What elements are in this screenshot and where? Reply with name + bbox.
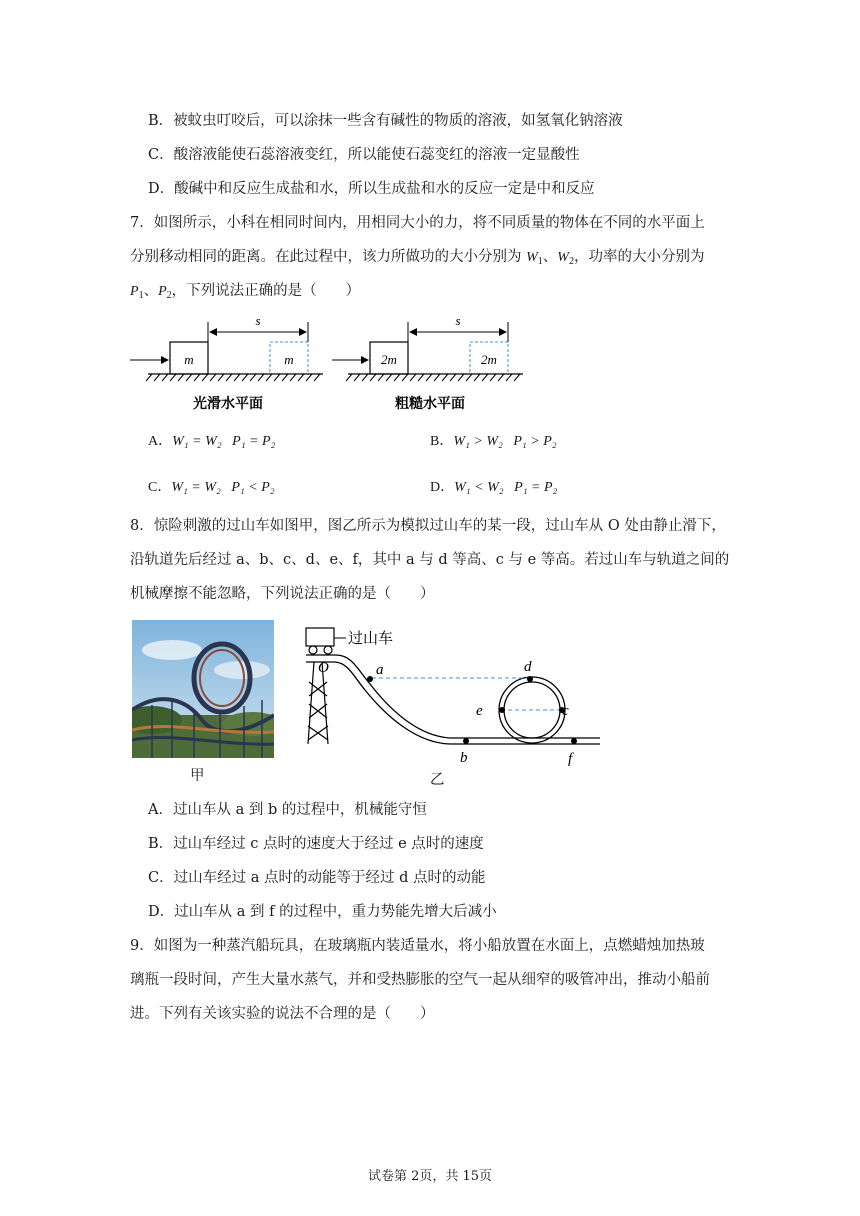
block-m-label: m — [184, 352, 194, 367]
figure-yi-caption: 乙 — [430, 772, 445, 788]
q9-stem-line2: 璃瓶一段时间，产生大量水蒸气，并和受热膨胀的空气一起从细窄的吸管冲出，推动小船前 — [130, 972, 710, 988]
distance-label-2: s — [455, 313, 461, 328]
q8-stem-line1: 8．惊险刺激的过山车如图甲，图乙所示为模拟过山车的某一段，过山车从 O 处由静止滑下， — [130, 518, 726, 534]
point-c-label: c — [562, 703, 569, 719]
q6-option-d: D．酸碱中和反应生成盐和水，所以生成盐和水的反应一定是中和反应 — [148, 181, 595, 197]
q7-figure — [128, 310, 528, 420]
q8-stem-line2: 沿轨道先后经过 a、b、c、d、e、f，其中 a 与 d 等高、c 与 e 等高。若过山车与轨道之间的 — [130, 552, 730, 568]
q8-option-b: B．过山车经过 c 点时的速度大于经过 e 点时的速度 — [148, 836, 484, 852]
q7-stem-line2: 分别移动相同的距离。在此过程中，该力所做功的大小分别为 $W_1$、$W_2$，功率的大小分别为 — [130, 249, 705, 267]
q8-option-a: A．过山车从 a 到 b 的过程中，机械能守恒 — [148, 802, 427, 818]
cart-body — [306, 628, 334, 646]
block-2m-label: 2m — [381, 352, 397, 367]
q7-option-b: B．W₁ > W₂ P₁ > P₂ — [430, 434, 557, 449]
smooth-surface-diagram — [130, 313, 323, 412]
q9-stem-line3: 进。下列有关该实验的说法不合理的是（ ） — [130, 1006, 435, 1022]
point-o-label: O — [318, 660, 329, 676]
point-e-label: e — [476, 703, 483, 719]
q8-option-d: D．过山车从 a 到 f 的过程中，重力势能先增大后减小 — [148, 904, 497, 920]
q7-option-a: A．W₁ = W₂ P₁ = P₂ — [148, 434, 276, 449]
q9-stem-line1: 9．如图为一种蒸汽船玩具，在玻璃瓶内装适量水，将小船放置在水面上，点燃蜡烛加热玻 — [130, 938, 705, 954]
q7-option-c: C．W₁ = W₂ P₁ < P₂ — [148, 480, 275, 495]
block-m-moved-label: m — [284, 352, 294, 367]
page-footer: 试卷第 2页，共 15页 — [367, 1169, 493, 1184]
rough-surface-caption: 粗糙水平面 — [395, 396, 465, 412]
point-d-label: d — [524, 659, 532, 675]
smooth-surface-caption: 光滑水平面 — [193, 396, 263, 412]
block-2m-moved-label: 2m — [481, 352, 497, 367]
roller-coaster-photo — [132, 620, 274, 758]
q7-option-d: D．W₁ < W₂ P₁ = P₂ — [430, 480, 558, 495]
cart-label: 过山车 — [348, 631, 394, 647]
q7-stem-line3: $P_1$、$P_2$，下列说法正确的是（ ） — [130, 283, 361, 301]
q6-option-b: B．被蚊虫叮咬后，可以涂抹一些含有碱性的物质的溶液，如氢氧化钠溶液 — [148, 113, 623, 129]
point-a-label: a — [376, 662, 384, 678]
q8-stem-line3: 机械摩擦不能忽略，下列说法正确的是（ ） — [130, 586, 435, 602]
point-b-label: b — [460, 750, 468, 766]
distance-label: s — [255, 313, 261, 328]
q8-option-c: C．过山车经过 a 点时的动能等于经过 d 点时的动能 — [148, 870, 486, 886]
roller-coaster-track-diagram — [300, 622, 610, 772]
rough-surface-diagram — [332, 313, 523, 412]
q6-option-c: C．酸溶液能使石蕊溶液变红，所以能使石蕊变红的溶液一定显酸性 — [148, 147, 580, 163]
point-f-label: f — [568, 751, 573, 767]
figure-jia-caption: 甲 — [190, 768, 205, 784]
q7-stem-line1: 7．如图所示，小科在相同时间内，用相同大小的力，将不同质量的物体在不同的水平面上 — [130, 215, 705, 231]
